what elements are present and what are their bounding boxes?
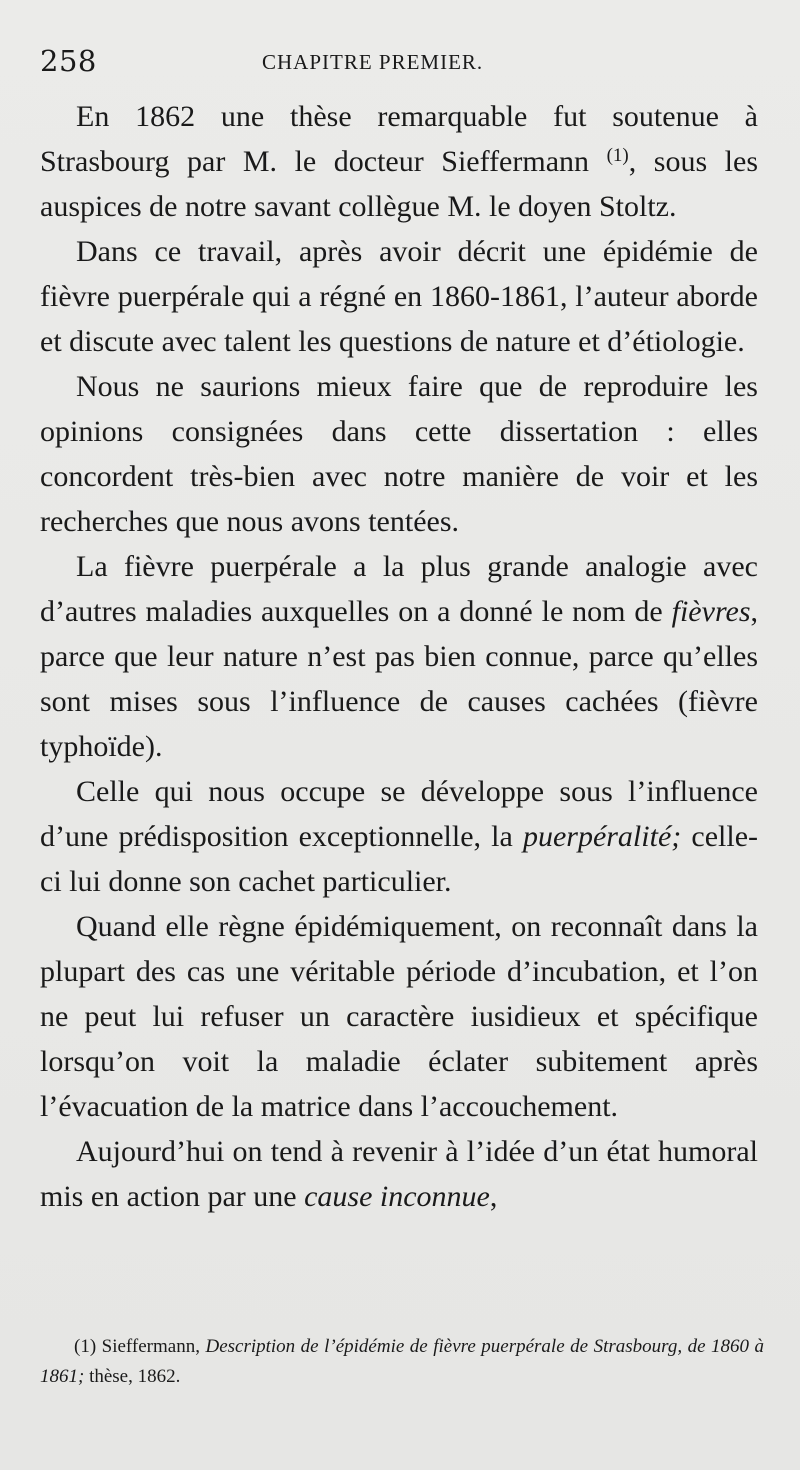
paragraph-5-emphasis: puerpéralité;	[522, 820, 682, 853]
paragraph-5	[40, 769, 758, 904]
footnote-title: Description de l’épidémie de fièvre puerpérale de Strasbourg, de 1860 à 1861;	[40, 1336, 765, 1387]
paragraph-7-emphasis: cause inconnue	[304, 1180, 490, 1213]
paragraph-1-text-a: En 1862 une thèse remarquable fut soutenue à Strasbourg par M. le docteur Sieffermann	[40, 100, 758, 178]
paragraph-4-text-b: , parce que leur nature n’est pas bien connue, parce qu’elles sont mises sous l’influence de causes cachées (fièvre typhoïde).	[40, 595, 758, 763]
paragraph-7-text-b: ,	[489, 1180, 498, 1213]
paragraph-4-emphasis: fièvres	[671, 595, 751, 628]
paragraph-4	[40, 544, 758, 769]
footnote-marker: (1)	[74, 1336, 97, 1357]
paragraph-3: Nous ne saurions mieux faire que de reproduire les opinions consignées dans cette dissertation : elles concordent très-bien avec notre manière de voir et les recherches que nous avons tentées.	[40, 370, 758, 538]
paragraph-4-text-a: La fièvre puerpérale a la plus grande analogie avec d’autres maladies auxquelles on a donné le nom de	[40, 550, 758, 628]
paragraph-2: Dans ce travail, après avoir décrit une épidémie de fièvre puerpérale qui a régné en 1860-1861, l’auteur aborde et discute avec talent les questions de nature et d’étiologie.	[40, 235, 758, 358]
page-number: 258	[40, 44, 97, 78]
footnote-author: Sieffermann,	[96, 1336, 206, 1357]
paragraph-1	[40, 94, 758, 229]
paragraph-5-text-a: Celle qui nous occupe se développe sous l’influence d’une prédisposition exceptionnelle, la	[40, 775, 758, 853]
paragraph-6: Quand elle règne épidémiquement, on reconnaît dans la plupart des cas une véritable période d’incubation, et l’on ne peut lui refuser un caractère iusidieux et spécifique lorsqu’on voit la maladie éclater subitement après l’évacuation de la matrice dans l’accouchement.	[40, 910, 758, 1123]
paragraph-5-text-b: celle-ci lui donne son cachet particulier.	[40, 820, 759, 898]
chapter-title: CHAPITRE PREMIER.	[262, 50, 484, 74]
paragraph-7-text-a: Aujourd’hui on tend à revenir à l’idée d’un état humoral mis en action par une	[40, 1135, 758, 1213]
paragraph-7	[40, 1129, 758, 1219]
running-head	[40, 38, 758, 94]
footnote-rest: thèse, 1862.	[84, 1366, 181, 1387]
body-text	[40, 94, 758, 1219]
footnote-reference: (1)	[606, 145, 629, 166]
footnote	[40, 1332, 764, 1392]
paragraph-1-text-b: , sous les auspices de notre savant collègue M. le doyen Stoltz.	[40, 145, 758, 223]
